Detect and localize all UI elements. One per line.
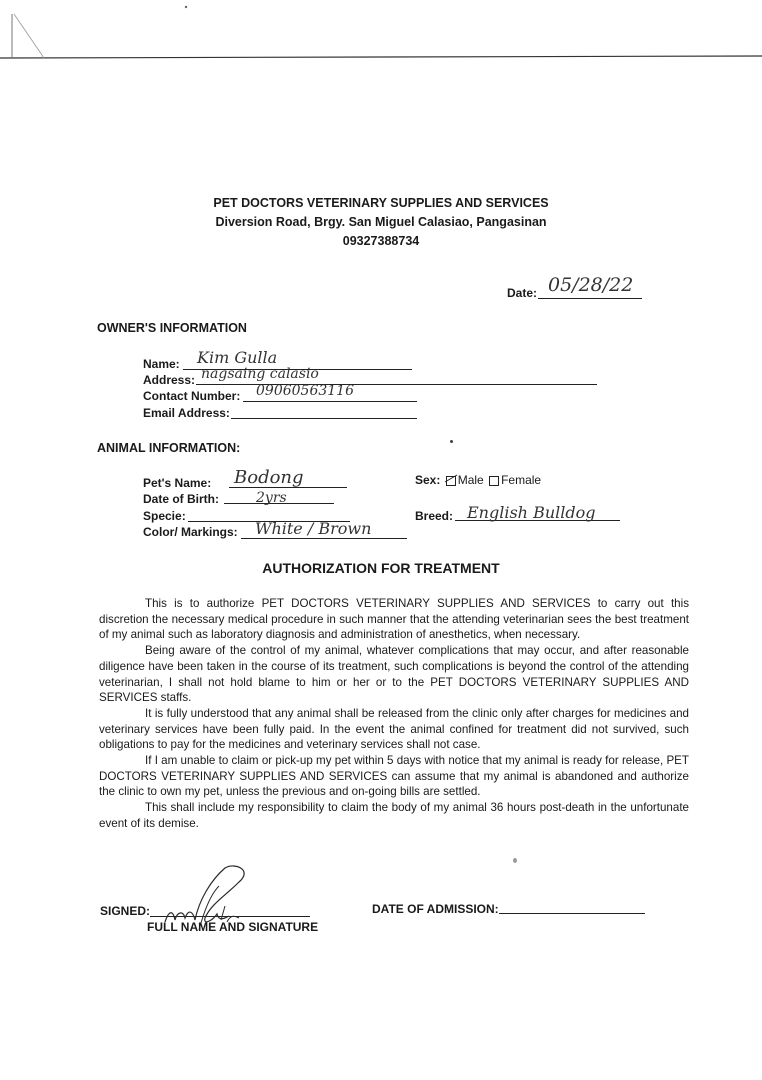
date-line xyxy=(538,298,642,299)
pet-name-value[interactable]: Bodong xyxy=(234,467,304,488)
scan-speck xyxy=(513,858,517,863)
signed-label: SIGNED: xyxy=(100,904,151,918)
admission-line xyxy=(499,913,645,914)
clinic-name: PET DOCTORS VETERINARY SUPPLIES AND SERVICES xyxy=(213,196,549,210)
owner-email-line xyxy=(231,418,417,419)
sex-female-label: Female xyxy=(501,473,542,487)
authorization-paragraph: This shall include my responsibility to claim the body of my animal 36 hours post-death in the unfortunate event of its demise. xyxy=(99,801,689,830)
signature-caption: FULL NAME AND SIGNATURE xyxy=(147,920,319,934)
dob-label: Date of Birth: xyxy=(143,492,219,506)
authorization-paragraph: If I am unable to claim or pick-up my pet within 5 days with notice that my animal is ready for release, PET DOCTORS VETERINARY SUPPLIES AND SERVICES can assume that my animal is abandoned and authorize the clinic to own my pet, unless the previous and on-going bills are settled. xyxy=(99,754,689,799)
admission-label: DATE OF ADMISSION: xyxy=(372,902,499,916)
authorization-paragraph: Being aware of the control of my animal, whatever complications that may occur, and after reasonable diligence have been taken in the course of its treatment, such complications is beyond the control of the attending veterinarian, I shall not hold blame to him or her or to the PET DOCTORS VETERINARY SUPPLIES AND SERVICES staffs. xyxy=(99,644,689,705)
breed-label: Breed: xyxy=(415,509,454,523)
owner-contact-value[interactable]: 09060563116 xyxy=(256,383,354,399)
specie-label: Specie: xyxy=(143,509,186,523)
owner-name-label: Name: xyxy=(143,357,180,371)
date-label: Date: xyxy=(507,286,538,300)
breed-value[interactable]: English Bulldog xyxy=(467,503,596,522)
authorization-paragraph: It is fully understood that any animal shall be released from the clinic only after charges for medicines and veterinary services have been fully paid. In the event the animal confined for treatment did not survived, such obligations to pay for the medicines and veterinary services shall not case. xyxy=(99,706,689,752)
owner-email-label: Email Address: xyxy=(143,406,230,420)
owner-section-title: OWNER'S INFORMATION xyxy=(97,321,247,335)
date-value[interactable]: 05/28/22 xyxy=(548,274,634,296)
sex-female-checkbox[interactable] xyxy=(489,476,499,486)
color-label: Color/ Markings: xyxy=(143,525,238,539)
clinic-phone: 09327388734 xyxy=(342,234,420,248)
sex-male-checkbox[interactable] xyxy=(446,476,456,486)
authorization-title: AUTHORIZATION FOR TREATMENT xyxy=(262,560,500,576)
color-value[interactable]: White / Brown xyxy=(255,519,372,538)
owner-name-value[interactable]: Kim Gulla xyxy=(197,348,278,367)
dob-value[interactable]: 2yrs xyxy=(256,490,287,506)
sex-field xyxy=(415,473,541,487)
owner-contact-line xyxy=(243,401,417,402)
authorization-body xyxy=(99,596,689,832)
pet-name-label: Pet's Name: xyxy=(143,476,212,490)
sex-male-label: Male xyxy=(457,473,484,487)
scan-edge xyxy=(0,0,762,62)
clinic-address: Diversion Road, Brgy. San Miguel Calasiao, Pangasinan xyxy=(215,215,547,229)
scan-speck xyxy=(450,440,453,443)
owner-address-label: Address: xyxy=(143,373,196,387)
animal-section-title: ANIMAL INFORMATION: xyxy=(97,441,241,455)
owner-address-value[interactable]: nagsaing calasio xyxy=(201,366,319,382)
authorization-paragraph: This is to authorize PET DOCTORS VETERINARY SUPPLIES AND SERVICES to carry out this discretion the necessary medical procedure in such manner that the attending veterinarian sees the best treatment of my animal such as laboratory diagnosis and administration of anesthetics, when necessary. xyxy=(99,597,689,642)
owner-contact-label: Contact Number: xyxy=(143,389,241,403)
color-line xyxy=(241,538,407,539)
sex-label: Sex: xyxy=(415,473,441,487)
